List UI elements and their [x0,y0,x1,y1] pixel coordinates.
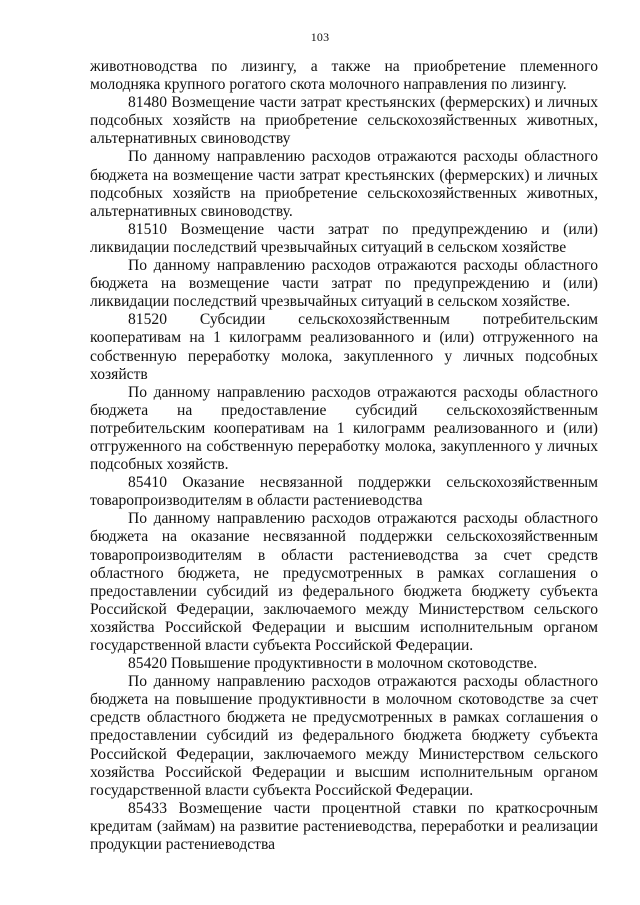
paragraph: По данному направлению расходов отражаются расходы областного бюджета на предоставление субсидий сельскохозяйственным потребительским кооперативам на 1 килограмм реализованного и (или) отгруженного на собственную переработку молока, закупленного у личных подсобных хозяйств. [90,383,598,474]
document-body [90,58,598,854]
paragraph: По данному направлению расходов отражаются расходы областного бюджета на возмещение части затрат по предупреждению и (или) ликвидации последствий чрезвычайных ситуаций в сельском хозяйстве. [90,257,598,311]
paragraph-continuation: животноводства по лизингу, а также на приобретение племенного молодняка крупного рогатого скота молочного направления по лизингу. [90,58,598,94]
paragraph: По данному направлению расходов отражаются расходы областного бюджета на оказание несвязанной поддержки сельскохозяйственным товаропроизводителям в области растениеводства за счет средств областного бюджета, не предусмотренных в рамках соглашения о предоставлении субсидий из федерального бюджета бюджету субъекта Российской Федерации, заключаемого между Министерством сельского хозяйства Российской Федерации и высшим исполнительным органом государственной власти субъекта Российской Федерации. [90,510,598,654]
paragraph: По данному направлению расходов отражаются расходы областного бюджета на повышение продуктивности в молочном скотоводстве за счет средств областного бюджета не предусмотренных в рамках соглашения о предоставлении субсидий из федерального бюджета бюджету субъекта Российской Федерации, заключаемого между Министерством сельского хозяйства Российской Федерации и высшим исполнительным органом государственной власти субъекта Российской Федерации. [90,673,598,799]
section-heading-81510: 81510 Возмещение части затрат по предупреждению и (или) ликвидации последствий чрезвычайных ситуаций в сельском хозяйстве [90,220,598,256]
section-heading-81480: 81480 Возмещение части затрат крестьянских (фермерских) и личных подсобных хозяйств на приобретение сельскохозяйственных животных, альтернативных свиноводству [90,94,598,148]
page-number: 103 [310,30,330,44]
section-heading-81520: 81520 Субсидии сельскохозяйственным потребительским кооперативам на 1 килограмм реализованного и (или) отгруженного на собственную переработку молока, закупленного у личных подсобных хозяйств [90,311,598,383]
section-heading-85410: 85410 Оказание несвязанной поддержки сельскохозяйственным товаропроизводителям в области растениеводства [90,474,598,510]
paragraph: По данному направлению расходов отражаются расходы областного бюджета на возмещение части затрат крестьянских (фермерских) и личных подсобных хозяйств на приобретение сельскохозяйственных животных, альтернативных свиноводству. [90,148,598,220]
section-heading-85420: 85420 Повышение продуктивности в молочном скотоводстве. [128,655,538,673]
section-heading-85433: 85433 Возмещение части процентной ставки по краткосрочным кредитам (займам) на развитие растениеводства, переработки и реализации продукции растениеводства [90,799,598,854]
